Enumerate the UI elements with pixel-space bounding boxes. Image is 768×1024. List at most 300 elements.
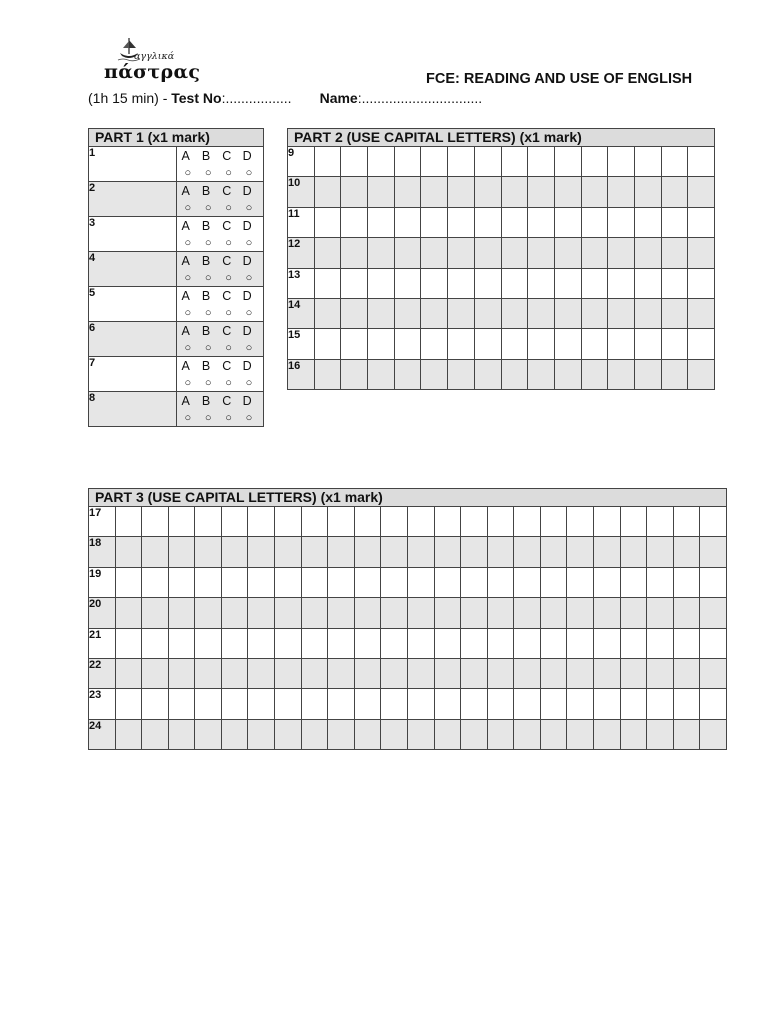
letter-box[interactable]: [115, 658, 142, 688]
letter-box[interactable]: [195, 598, 222, 628]
option-bubble-icon[interactable]: ○: [204, 271, 212, 284]
option-bubble-icon[interactable]: ○: [184, 201, 192, 214]
letter-box[interactable]: [593, 689, 620, 719]
option-bubble-icon[interactable]: ○: [184, 411, 192, 424]
letter-box[interactable]: [221, 689, 248, 719]
letter-box[interactable]: [581, 207, 608, 237]
letter-box[interactable]: [115, 628, 142, 658]
letter-box[interactable]: [514, 689, 541, 719]
letter-box[interactable]: [407, 537, 434, 567]
letter-box[interactable]: [661, 359, 688, 389]
letter-box[interactable]: [661, 268, 688, 298]
letter-box[interactable]: [540, 598, 567, 628]
letter-box[interactable]: [142, 658, 169, 688]
letter-box[interactable]: [354, 689, 381, 719]
letter-box[interactable]: [354, 537, 381, 567]
option-bubble-icon[interactable]: ○: [225, 376, 232, 389]
letter-box[interactable]: [407, 719, 434, 749]
option-bubble-icon[interactable]: ○: [245, 411, 253, 424]
letter-box[interactable]: [394, 359, 421, 389]
letter-box[interactable]: [407, 658, 434, 688]
letter-box[interactable]: [474, 147, 501, 177]
letter-box[interactable]: [275, 507, 302, 537]
letter-box[interactable]: [407, 689, 434, 719]
letter-box[interactable]: [221, 507, 248, 537]
letter-box[interactable]: [461, 658, 488, 688]
letter-box[interactable]: [647, 567, 674, 597]
letter-box[interactable]: [221, 658, 248, 688]
letter-box[interactable]: [195, 719, 222, 749]
letter-box[interactable]: [673, 567, 700, 597]
letter-box[interactable]: [275, 719, 302, 749]
letter-box[interactable]: [688, 207, 715, 237]
letter-box[interactable]: [540, 537, 567, 567]
letter-box[interactable]: [354, 658, 381, 688]
letter-box[interactable]: [661, 329, 688, 359]
letter-box[interactable]: [700, 598, 727, 628]
letter-box[interactable]: [501, 147, 528, 177]
letter-box[interactable]: [700, 719, 727, 749]
option-bubble-icon[interactable]: ○: [245, 341, 253, 354]
letter-box[interactable]: [381, 598, 408, 628]
letter-box[interactable]: [394, 238, 421, 268]
letter-box[interactable]: [341, 177, 368, 207]
letter-box[interactable]: [328, 598, 355, 628]
letter-box[interactable]: [248, 719, 275, 749]
letter-box[interactable]: [434, 598, 461, 628]
letter-box[interactable]: [195, 689, 222, 719]
letter-box[interactable]: [142, 537, 169, 567]
letter-box[interactable]: [168, 628, 195, 658]
letter-box[interactable]: [221, 719, 248, 749]
letter-box[interactable]: [341, 329, 368, 359]
letter-box[interactable]: [673, 537, 700, 567]
letter-box[interactable]: [381, 658, 408, 688]
letter-box[interactable]: [567, 628, 594, 658]
option-bubble-icon[interactable]: ○: [204, 411, 212, 424]
letter-box[interactable]: [554, 359, 581, 389]
letter-box[interactable]: [461, 628, 488, 658]
letter-box[interactable]: [341, 268, 368, 298]
letter-box[interactable]: [421, 177, 448, 207]
letter-box[interactable]: [700, 628, 727, 658]
letter-box[interactable]: [673, 628, 700, 658]
letter-box[interactable]: [474, 329, 501, 359]
letter-box[interactable]: [540, 567, 567, 597]
letter-box[interactable]: [540, 507, 567, 537]
option-bubble-icon[interactable]: ○: [204, 166, 212, 179]
letter-box[interactable]: [248, 567, 275, 597]
letter-box[interactable]: [341, 207, 368, 237]
letter-box[interactable]: [115, 719, 142, 749]
letter-box[interactable]: [448, 268, 475, 298]
letter-box[interactable]: [195, 658, 222, 688]
letter-box[interactable]: [248, 689, 275, 719]
letter-box[interactable]: [354, 719, 381, 749]
letter-box[interactable]: [301, 567, 328, 597]
letter-box[interactable]: [221, 598, 248, 628]
letter-box[interactable]: [581, 177, 608, 207]
letter-box[interactable]: [528, 329, 555, 359]
letter-box[interactable]: [434, 719, 461, 749]
letter-box[interactable]: [514, 507, 541, 537]
letter-box[interactable]: [528, 298, 555, 328]
letter-box[interactable]: [501, 268, 528, 298]
letter-box[interactable]: [673, 658, 700, 688]
option-bubble-icon[interactable]: ○: [204, 201, 212, 214]
letter-box[interactable]: [341, 238, 368, 268]
letter-box[interactable]: [368, 238, 395, 268]
letter-box[interactable]: [448, 177, 475, 207]
letter-box[interactable]: [461, 689, 488, 719]
letter-box[interactable]: [248, 598, 275, 628]
option-bubble-icon[interactable]: ○: [204, 376, 212, 389]
letter-box[interactable]: [381, 689, 408, 719]
letter-box[interactable]: [368, 329, 395, 359]
letter-box[interactable]: [248, 537, 275, 567]
option-bubble-icon[interactable]: ○: [225, 341, 232, 354]
letter-box[interactable]: [341, 359, 368, 389]
option-bubble-icon[interactable]: ○: [225, 166, 232, 179]
letter-box[interactable]: [248, 628, 275, 658]
letter-box[interactable]: [593, 598, 620, 628]
letter-box[interactable]: [528, 207, 555, 237]
letter-box[interactable]: [142, 628, 169, 658]
letter-box[interactable]: [647, 507, 674, 537]
option-bubble-icon[interactable]: ○: [225, 271, 232, 284]
letter-box[interactable]: [248, 658, 275, 688]
letter-box[interactable]: [195, 567, 222, 597]
letter-box[interactable]: [142, 598, 169, 628]
letter-box[interactable]: [487, 507, 514, 537]
letter-box[interactable]: [275, 689, 302, 719]
letter-box[interactable]: [514, 567, 541, 597]
letter-box[interactable]: [620, 598, 647, 628]
letter-box[interactable]: [501, 177, 528, 207]
letter-box[interactable]: [688, 147, 715, 177]
letter-box[interactable]: [474, 177, 501, 207]
letter-box[interactable]: [688, 268, 715, 298]
option-bubble-icon[interactable]: ○: [184, 166, 192, 179]
letter-box[interactable]: [593, 658, 620, 688]
letter-box[interactable]: [700, 689, 727, 719]
letter-box[interactable]: [688, 238, 715, 268]
letter-box[interactable]: [142, 567, 169, 597]
letter-box[interactable]: [514, 628, 541, 658]
letter-box[interactable]: [514, 537, 541, 567]
letter-box[interactable]: [434, 628, 461, 658]
option-bubble-icon[interactable]: ○: [245, 306, 253, 319]
letter-box[interactable]: [593, 537, 620, 567]
letter-box[interactable]: [434, 689, 461, 719]
letter-box[interactable]: [554, 329, 581, 359]
name-field[interactable]: :...............................: [357, 90, 483, 106]
option-bubble-icon[interactable]: ○: [245, 271, 253, 284]
letter-box[interactable]: [514, 658, 541, 688]
option-bubble-icon[interactable]: ○: [245, 376, 253, 389]
letter-box[interactable]: [275, 567, 302, 597]
letter-box[interactable]: [115, 598, 142, 628]
letter-box[interactable]: [514, 719, 541, 749]
letter-box[interactable]: [661, 207, 688, 237]
letter-box[interactable]: [554, 298, 581, 328]
letter-box[interactable]: [168, 598, 195, 628]
letter-box[interactable]: [168, 719, 195, 749]
letter-box[interactable]: [608, 177, 635, 207]
letter-box[interactable]: [528, 147, 555, 177]
letter-box[interactable]: [142, 689, 169, 719]
letter-box[interactable]: [661, 147, 688, 177]
letter-box[interactable]: [301, 537, 328, 567]
letter-box[interactable]: [700, 658, 727, 688]
letter-box[interactable]: [501, 329, 528, 359]
letter-box[interactable]: [168, 507, 195, 537]
letter-box[interactable]: [354, 567, 381, 597]
letter-box[interactable]: [448, 147, 475, 177]
letter-box[interactable]: [540, 689, 567, 719]
letter-box[interactable]: [328, 507, 355, 537]
letter-box[interactable]: [567, 658, 594, 688]
letter-box[interactable]: [314, 329, 341, 359]
option-bubble-icon[interactable]: ○: [225, 201, 232, 214]
letter-box[interactable]: [501, 298, 528, 328]
letter-box[interactable]: [407, 567, 434, 597]
option-bubble-icon[interactable]: ○: [225, 306, 232, 319]
letter-box[interactable]: [142, 507, 169, 537]
letter-box[interactable]: [554, 147, 581, 177]
letter-box[interactable]: [381, 537, 408, 567]
letter-box[interactable]: [314, 268, 341, 298]
letter-box[interactable]: [647, 689, 674, 719]
option-bubble-icon[interactable]: ○: [184, 306, 192, 319]
letter-box[interactable]: [554, 207, 581, 237]
letter-box[interactable]: [394, 147, 421, 177]
letter-box[interactable]: [448, 329, 475, 359]
letter-box[interactable]: [328, 658, 355, 688]
letter-box[interactable]: [554, 268, 581, 298]
letter-box[interactable]: [448, 207, 475, 237]
letter-box[interactable]: [341, 298, 368, 328]
letter-box[interactable]: [634, 359, 661, 389]
letter-box[interactable]: [593, 628, 620, 658]
letter-box[interactable]: [608, 207, 635, 237]
letter-box[interactable]: [421, 329, 448, 359]
letter-box[interactable]: [700, 537, 727, 567]
letter-box[interactable]: [661, 238, 688, 268]
letter-box[interactable]: [142, 719, 169, 749]
letter-box[interactable]: [581, 329, 608, 359]
letter-box[interactable]: [381, 719, 408, 749]
letter-box[interactable]: [368, 147, 395, 177]
letter-box[interactable]: [647, 719, 674, 749]
letter-box[interactable]: [487, 537, 514, 567]
letter-box[interactable]: [528, 177, 555, 207]
letter-box[interactable]: [487, 719, 514, 749]
option-bubble-icon[interactable]: ○: [225, 411, 232, 424]
letter-box[interactable]: [554, 177, 581, 207]
letter-box[interactable]: [407, 507, 434, 537]
letter-box[interactable]: [540, 719, 567, 749]
letter-box[interactable]: [301, 658, 328, 688]
letter-box[interactable]: [608, 147, 635, 177]
letter-box[interactable]: [407, 628, 434, 658]
letter-box[interactable]: [168, 537, 195, 567]
letter-box[interactable]: [168, 567, 195, 597]
letter-box[interactable]: [608, 359, 635, 389]
letter-box[interactable]: [461, 537, 488, 567]
letter-box[interactable]: [434, 567, 461, 597]
letter-box[interactable]: [301, 628, 328, 658]
letter-box[interactable]: [567, 689, 594, 719]
letter-box[interactable]: [620, 507, 647, 537]
option-bubble-icon[interactable]: ○: [204, 341, 212, 354]
letter-box[interactable]: [487, 658, 514, 688]
letter-box[interactable]: [115, 507, 142, 537]
letter-box[interactable]: [647, 658, 674, 688]
letter-box[interactable]: [581, 238, 608, 268]
letter-box[interactable]: [221, 628, 248, 658]
letter-box[interactable]: [168, 658, 195, 688]
letter-box[interactable]: [301, 507, 328, 537]
letter-box[interactable]: [407, 598, 434, 628]
letter-box[interactable]: [688, 177, 715, 207]
letter-box[interactable]: [221, 537, 248, 567]
letter-box[interactable]: [381, 507, 408, 537]
letter-box[interactable]: [195, 628, 222, 658]
letter-box[interactable]: [647, 598, 674, 628]
letter-box[interactable]: [487, 598, 514, 628]
letter-box[interactable]: [647, 537, 674, 567]
letter-box[interactable]: [620, 719, 647, 749]
option-bubble-icon[interactable]: ○: [184, 271, 192, 284]
letter-box[interactable]: [301, 719, 328, 749]
letter-box[interactable]: [394, 329, 421, 359]
letter-box[interactable]: [700, 567, 727, 597]
letter-box[interactable]: [195, 537, 222, 567]
letter-box[interactable]: [474, 238, 501, 268]
letter-box[interactable]: [368, 359, 395, 389]
letter-box[interactable]: [593, 719, 620, 749]
letter-box[interactable]: [608, 238, 635, 268]
letter-box[interactable]: [421, 147, 448, 177]
letter-box[interactable]: [168, 689, 195, 719]
letter-box[interactable]: [434, 507, 461, 537]
test-no-field[interactable]: :.................: [221, 90, 292, 106]
letter-box[interactable]: [394, 177, 421, 207]
letter-box[interactable]: [501, 359, 528, 389]
letter-box[interactable]: [328, 628, 355, 658]
letter-box[interactable]: [634, 147, 661, 177]
letter-box[interactable]: [314, 298, 341, 328]
letter-box[interactable]: [501, 238, 528, 268]
letter-box[interactable]: [688, 298, 715, 328]
letter-box[interactable]: [421, 298, 448, 328]
letter-box[interactable]: [620, 658, 647, 688]
letter-box[interactable]: [394, 268, 421, 298]
letter-box[interactable]: [448, 359, 475, 389]
letter-box[interactable]: [581, 268, 608, 298]
letter-box[interactable]: [634, 298, 661, 328]
letter-box[interactable]: [314, 359, 341, 389]
letter-box[interactable]: [634, 238, 661, 268]
letter-box[interactable]: [368, 298, 395, 328]
letter-box[interactable]: [368, 268, 395, 298]
option-bubble-icon[interactable]: ○: [245, 166, 253, 179]
option-bubble-icon[interactable]: ○: [204, 236, 212, 249]
letter-box[interactable]: [620, 628, 647, 658]
letter-box[interactable]: [368, 207, 395, 237]
letter-box[interactable]: [673, 689, 700, 719]
letter-box[interactable]: [314, 238, 341, 268]
letter-box[interactable]: [461, 719, 488, 749]
letter-box[interactable]: [634, 207, 661, 237]
letter-box[interactable]: [567, 507, 594, 537]
letter-box[interactable]: [634, 329, 661, 359]
letter-box[interactable]: [434, 537, 461, 567]
letter-box[interactable]: [528, 359, 555, 389]
letter-box[interactable]: [487, 567, 514, 597]
letter-box[interactable]: [487, 628, 514, 658]
letter-box[interactable]: [567, 537, 594, 567]
letter-box[interactable]: [474, 359, 501, 389]
letter-box[interactable]: [540, 628, 567, 658]
letter-box[interactable]: [661, 177, 688, 207]
letter-box[interactable]: [501, 207, 528, 237]
letter-box[interactable]: [474, 298, 501, 328]
letter-box[interactable]: [581, 298, 608, 328]
letter-box[interactable]: [354, 598, 381, 628]
letter-box[interactable]: [328, 719, 355, 749]
letter-box[interactable]: [314, 207, 341, 237]
letter-box[interactable]: [673, 719, 700, 749]
option-bubble-icon[interactable]: ○: [184, 236, 192, 249]
letter-box[interactable]: [381, 628, 408, 658]
letter-box[interactable]: [593, 507, 620, 537]
letter-box[interactable]: [421, 207, 448, 237]
option-bubble-icon[interactable]: ○: [184, 376, 192, 389]
letter-box[interactable]: [608, 268, 635, 298]
letter-box[interactable]: [474, 207, 501, 237]
letter-box[interactable]: [421, 238, 448, 268]
option-bubble-icon[interactable]: ○: [245, 201, 253, 214]
letter-box[interactable]: [688, 329, 715, 359]
letter-box[interactable]: [540, 658, 567, 688]
letter-box[interactable]: [620, 567, 647, 597]
letter-box[interactable]: [634, 268, 661, 298]
letter-box[interactable]: [461, 598, 488, 628]
letter-box[interactable]: [461, 567, 488, 597]
letter-box[interactable]: [275, 537, 302, 567]
letter-box[interactable]: [528, 238, 555, 268]
letter-box[interactable]: [354, 628, 381, 658]
letter-box[interactable]: [328, 537, 355, 567]
letter-box[interactable]: [581, 147, 608, 177]
letter-box[interactable]: [620, 689, 647, 719]
letter-box[interactable]: [581, 359, 608, 389]
letter-box[interactable]: [421, 268, 448, 298]
letter-box[interactable]: [301, 689, 328, 719]
letter-box[interactable]: [554, 238, 581, 268]
letter-box[interactable]: [620, 537, 647, 567]
letter-box[interactable]: [115, 689, 142, 719]
letter-box[interactable]: [328, 567, 355, 597]
letter-box[interactable]: [248, 507, 275, 537]
letter-box[interactable]: [381, 567, 408, 597]
option-bubble-icon[interactable]: ○: [225, 236, 232, 249]
letter-box[interactable]: [593, 567, 620, 597]
letter-box[interactable]: [434, 658, 461, 688]
option-bubble-icon[interactable]: ○: [245, 236, 253, 249]
